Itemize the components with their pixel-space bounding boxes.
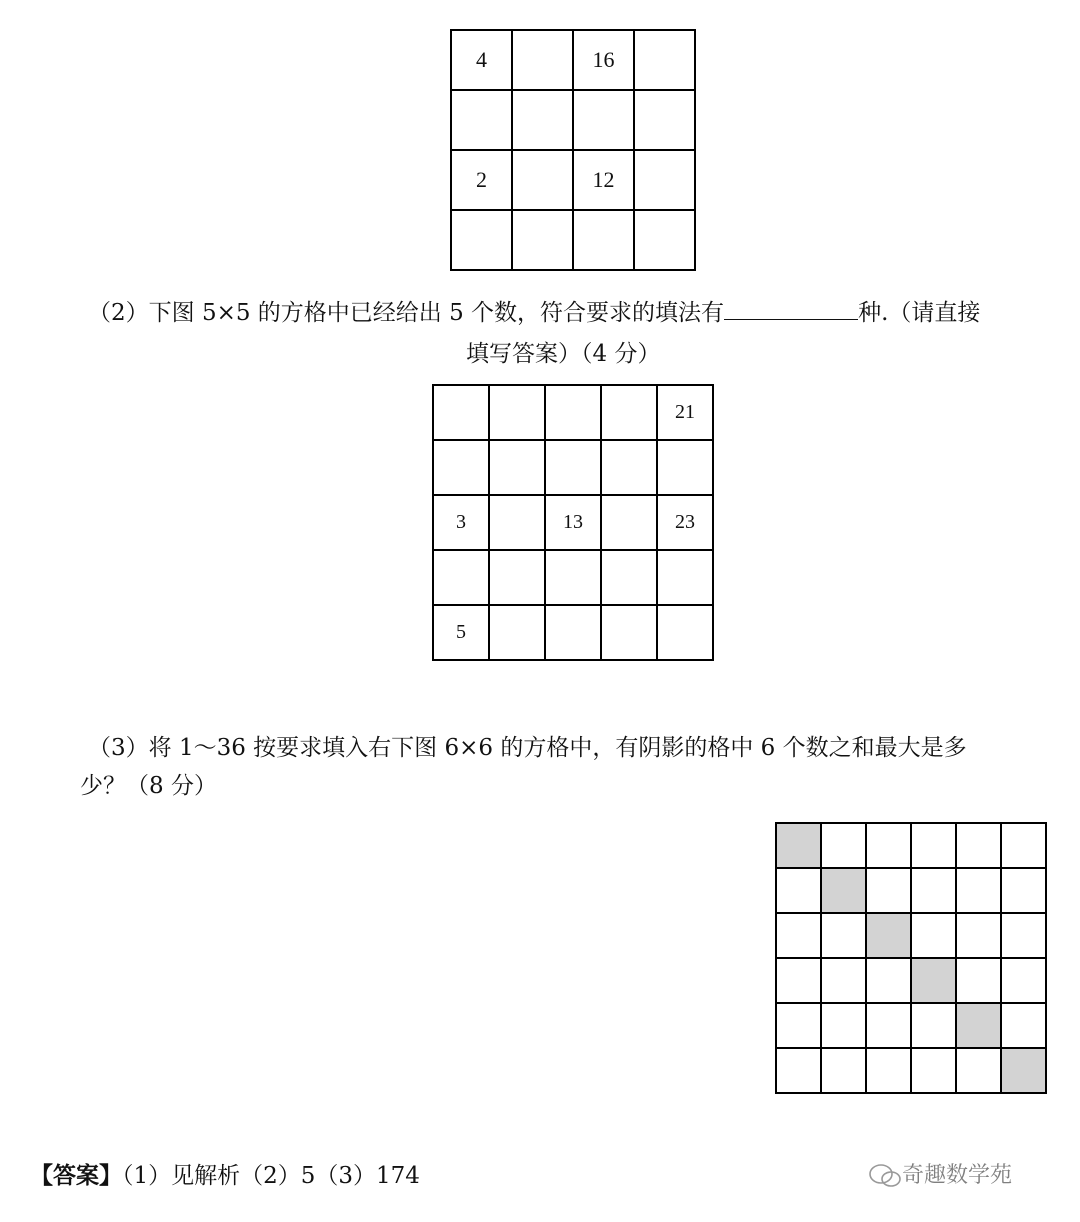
grid-cell — [433, 385, 489, 440]
grid-cell — [489, 385, 545, 440]
question-2-text-after: 种.（请直接 — [858, 300, 981, 326]
grid-cell — [512, 210, 573, 270]
grid-cell — [545, 605, 601, 660]
grid-cell — [776, 1003, 821, 1048]
grid-cell — [634, 30, 695, 90]
watermark-text: 奇趣数学苑 — [902, 1163, 1013, 1188]
grid-cell — [451, 210, 512, 270]
grid-cell — [956, 1048, 1001, 1093]
grid-cell — [657, 550, 713, 605]
question-3-line-1: （3）将 1～36 按要求填入右下图 6×6 的方格中，有阴影的格中 6 个数之和最大是多 — [88, 735, 967, 761]
grid-cell — [601, 440, 657, 495]
grid-cell — [601, 495, 657, 550]
grid-cell — [601, 385, 657, 440]
grid-cell: 16 — [573, 30, 634, 90]
grid-cell — [956, 958, 1001, 1003]
question-2-line-1 — [88, 297, 980, 328]
grid-row — [776, 1003, 1046, 1048]
grid-cell — [1001, 1003, 1046, 1048]
grid-cell — [545, 550, 601, 605]
grid-cell — [1001, 823, 1046, 868]
grid-cell — [489, 495, 545, 550]
answer-blank — [724, 297, 858, 320]
grid-cell — [489, 605, 545, 660]
wechat-icon — [868, 1163, 902, 1189]
grid-cell — [956, 868, 1001, 913]
grid-cell — [657, 605, 713, 660]
grid-row — [451, 210, 695, 270]
grid-cell — [821, 1048, 866, 1093]
grid-cell — [776, 913, 821, 958]
grid-cell: 23 — [657, 495, 713, 550]
grid-cell — [911, 823, 956, 868]
grid-cell — [866, 958, 911, 1003]
question-2-line-2: 填写答案）（4 分） — [466, 341, 661, 367]
grid-row — [433, 385, 713, 440]
answer-label: 【答案】 — [30, 1162, 122, 1189]
shaded-cell — [866, 913, 911, 958]
grid-row — [451, 90, 695, 150]
grid-cell — [776, 1048, 821, 1093]
grid-cell — [956, 913, 1001, 958]
answer-line — [30, 1161, 420, 1191]
grid-cell — [601, 605, 657, 660]
grid-row — [433, 495, 713, 550]
grid-cell: 3 — [433, 495, 489, 550]
grid-cell — [821, 958, 866, 1003]
shaded-cell — [821, 868, 866, 913]
grid-cell: 12 — [573, 150, 634, 210]
grid-cell — [512, 90, 573, 150]
grid-6x6 — [775, 822, 1047, 1094]
watermark — [868, 1158, 1012, 1189]
grid-cell — [866, 1003, 911, 1048]
grid-cell: 13 — [545, 495, 601, 550]
grid-row — [433, 550, 713, 605]
grid-cell — [545, 440, 601, 495]
shaded-cell — [776, 823, 821, 868]
grid-cell — [657, 440, 713, 495]
grid-cell — [911, 913, 956, 958]
grid-cell — [866, 868, 911, 913]
grid-cell — [1001, 958, 1046, 1003]
grid-row — [433, 605, 713, 660]
grid-cell — [776, 958, 821, 1003]
grid-cell: 2 — [451, 150, 512, 210]
answer-text: （1）见解析（2）5（3）174 — [122, 1163, 420, 1189]
grid-row — [776, 1048, 1046, 1093]
grid-cell — [512, 30, 573, 90]
question-3-line-2: 少？（8 分） — [80, 773, 217, 799]
grid-cell — [433, 550, 489, 605]
grid-cell — [821, 913, 866, 958]
grid-cell — [573, 210, 634, 270]
grid-cell — [634, 210, 695, 270]
grid-cell — [821, 823, 866, 868]
grid-cell — [956, 823, 1001, 868]
grid-cell — [573, 90, 634, 150]
grid-cell — [433, 440, 489, 495]
grid-cell: 5 — [433, 605, 489, 660]
grid-cell — [489, 550, 545, 605]
grid-cell — [601, 550, 657, 605]
grid-row — [776, 868, 1046, 913]
grid-cell — [451, 90, 512, 150]
grid-4x4 — [450, 29, 696, 271]
grid-row — [433, 440, 713, 495]
grid-cell — [1001, 868, 1046, 913]
grid-cell — [634, 150, 695, 210]
grid-row — [451, 150, 695, 210]
grid-cell — [866, 1048, 911, 1093]
grid-cell — [911, 1048, 956, 1093]
question-2-text-before: （2）下图 5×5 的方格中已经给出 5 个数，符合要求的填法有 — [88, 300, 725, 326]
grid-cell — [634, 90, 695, 150]
grid-cell — [1001, 913, 1046, 958]
grid-5x5 — [432, 384, 714, 661]
grid-cell: 21 — [657, 385, 713, 440]
grid-cell — [821, 1003, 866, 1048]
grid-row — [451, 30, 695, 90]
grid-cell — [911, 868, 956, 913]
shaded-cell — [1001, 1048, 1046, 1093]
grid-row — [776, 823, 1046, 868]
shaded-cell — [956, 1003, 1001, 1048]
grid-cell — [776, 868, 821, 913]
grid-cell — [512, 150, 573, 210]
grid-cell — [489, 440, 545, 495]
grid-cell — [545, 385, 601, 440]
grid-cell: 4 — [451, 30, 512, 90]
grid-cell — [866, 823, 911, 868]
grid-row — [776, 913, 1046, 958]
grid-row — [776, 958, 1046, 1003]
grid-cell — [911, 1003, 956, 1048]
shaded-cell — [911, 958, 956, 1003]
